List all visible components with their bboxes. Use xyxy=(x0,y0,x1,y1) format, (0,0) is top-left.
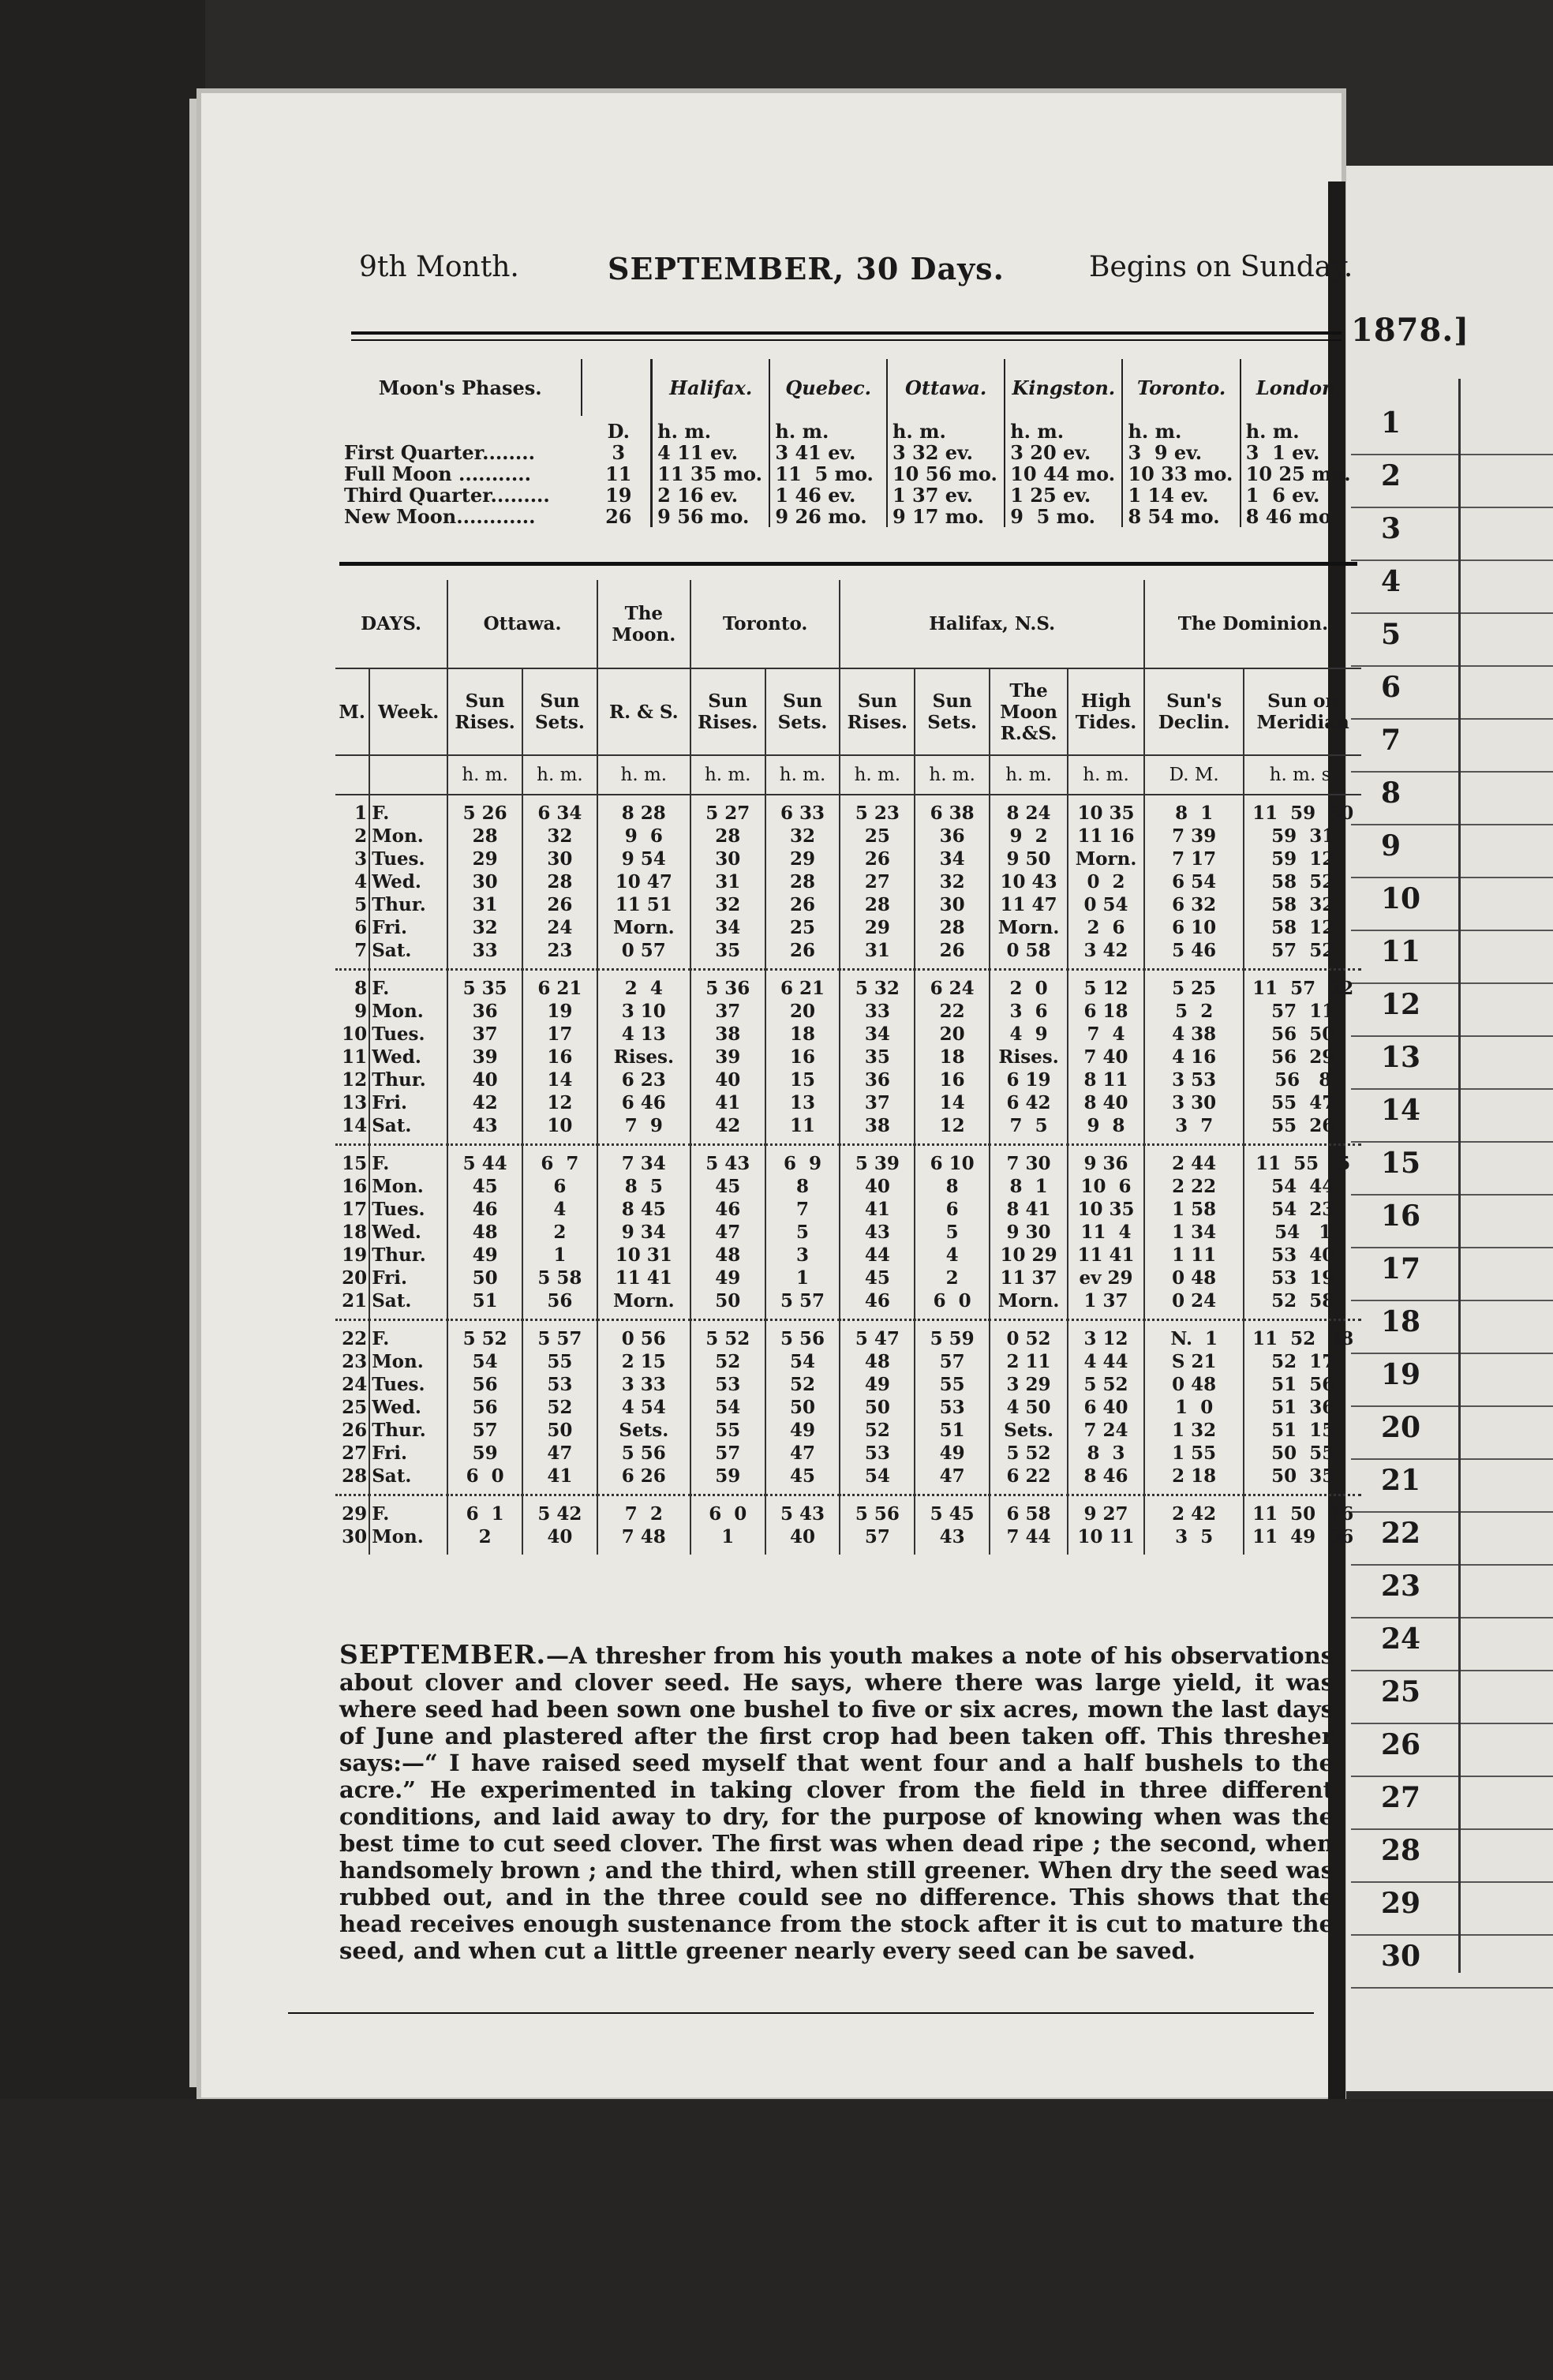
phase-time: 10 56 mo. xyxy=(892,462,997,485)
facing-row-line xyxy=(1351,1670,1553,1671)
column-header: High Tides. xyxy=(1068,668,1144,755)
column-header: The Moon R.&S. xyxy=(990,668,1068,755)
city-quebec: Quebec. xyxy=(769,359,887,416)
cell-m: 8 9 10 11 12 13 14 xyxy=(335,970,369,1145)
city-kingston: Kingston. xyxy=(1005,359,1122,416)
page-title: SEPTEMBER, 30 Days. xyxy=(608,251,1005,286)
cell-hal-set: 6 10 8 6 5 4 2 6 0 xyxy=(915,1145,990,1320)
moon-phases-table xyxy=(339,359,1357,527)
phase-time: 3 32 ev. xyxy=(892,441,973,464)
phase-time: 3 9 ev. xyxy=(1128,441,1203,464)
phase-times-london: h. m. 3 1 ev. 10 25 mo. 1 6 ev. 8 46 mo. xyxy=(1241,416,1357,527)
column-unit: D. M. xyxy=(1144,755,1244,795)
phase-time: 1 37 ev. xyxy=(892,484,973,507)
cell-week: F. Mon. xyxy=(369,1495,447,1555)
column-unit: h. m. xyxy=(597,755,690,795)
phase-time: 10 33 mo. xyxy=(1128,462,1233,485)
facing-row-line xyxy=(1351,1776,1553,1777)
cell-tor-set: 5 56 54 52 50 49 47 45 xyxy=(765,1320,840,1495)
facing-row-line xyxy=(1351,1194,1553,1196)
cell-ott-rise: 6 1 2 xyxy=(447,1495,522,1555)
cell-moon: 2 4 3 10 4 13 Rises. 6 23 6 46 7 9 xyxy=(597,970,690,1145)
facing-row-line xyxy=(1351,559,1553,561)
cell-tor-rise: 5 43 45 46 47 48 49 50 xyxy=(690,1145,765,1320)
column-header: Sun on Meridian xyxy=(1256,690,1349,733)
phase-time: 11 5 mo. xyxy=(775,462,874,485)
cell-hal-set: 5 59 57 55 53 51 49 47 xyxy=(915,1320,990,1495)
column-header: Sun Rises. xyxy=(447,668,522,755)
cell-ott-set: 6 34 32 30 28 26 24 23 xyxy=(522,795,597,970)
column-unit: h. m. xyxy=(915,755,990,795)
facing-row-number: 1 xyxy=(1381,406,1401,440)
week-block xyxy=(335,795,1361,970)
phase-name: Third Quarter......... xyxy=(344,484,550,507)
facing-row-number: 10 xyxy=(1381,882,1421,915)
facing-row-number: 27 xyxy=(1381,1781,1421,1814)
facing-row-line xyxy=(1351,1617,1553,1618)
week-block xyxy=(335,1145,1361,1320)
cell-ott-set: 6 7 6 4 2 1 5 58 56 xyxy=(522,1145,597,1320)
footer-rule xyxy=(288,2012,1314,2014)
note-lead: SEPTEMBER. xyxy=(339,1639,546,1670)
column-unit: h. m. xyxy=(1068,755,1144,795)
group-dominion: The Dominion. xyxy=(1177,613,1329,634)
cell-tor-set: 6 21 20 18 16 15 13 11 xyxy=(765,970,840,1145)
cell-tor-rise: 6 0 1 xyxy=(690,1495,765,1555)
cell-moon: 8 28 9 6 9 54 10 47 11 51 Morn. 0 57 xyxy=(597,795,690,970)
phase-time: 10 44 mo. xyxy=(1010,462,1116,485)
facing-page-rule xyxy=(1458,379,1461,1973)
phase-times-ottawa: h. m. 3 32 ev. 10 56 mo. 1 37 ev. 9 17 mo. xyxy=(887,416,1005,527)
facing-row-line xyxy=(1351,982,1553,984)
phase-names xyxy=(339,416,582,527)
facing-row-line xyxy=(1351,1035,1553,1037)
header-rule xyxy=(351,331,1342,335)
cell-moon: 7 34 8 5 8 45 9 34 10 31 11 41 Morn. xyxy=(597,1145,690,1320)
facing-row-line xyxy=(1351,665,1553,667)
september-note xyxy=(339,1641,1334,1964)
group-ottawa: Ottawa. xyxy=(447,580,597,668)
cell-hal-set: 6 24 22 20 18 16 14 12 xyxy=(915,970,990,1145)
cell-ott-rise: 5 26 28 29 30 31 32 33 xyxy=(447,795,522,970)
cell-hal-moon: 7 30 8 1 8 41 9 30 10 29 11 37 Morn. xyxy=(990,1145,1068,1320)
cell-tor-set: 6 33 32 29 28 26 25 26 xyxy=(765,795,840,970)
week-block xyxy=(335,1320,1361,1495)
cell-week: F. Mon. Tues. Wed. Thur. Fri. Sat. xyxy=(369,1145,447,1320)
cell-decl: 8 1 7 39 7 17 6 54 6 32 6 10 5 46 xyxy=(1144,795,1244,970)
cell-hal-rise: 5 23 25 26 27 28 29 31 xyxy=(840,795,915,970)
cell-ott-set: 5 57 55 53 52 50 47 41 xyxy=(522,1320,597,1495)
year-label: 1878.] xyxy=(1351,312,1470,349)
week-block xyxy=(335,1495,1361,1555)
cell-week: F. Mon. Tues. Wed. Thur. Fri. Sat. xyxy=(369,970,447,1145)
column-header: Sun Sets. xyxy=(522,668,597,755)
phase-time: 9 56 mo. xyxy=(657,505,750,528)
phase-time: 8 46 mo. xyxy=(1245,505,1338,528)
facing-row-number: 12 xyxy=(1381,988,1421,1021)
daily-almanac-table xyxy=(335,580,1361,1555)
cell-meridian: 11 52 38 52 17 51 56 51 36 51 15 50 55 50 35 xyxy=(1252,1328,1354,1487)
moon-phases-title: Moon's Phases. xyxy=(339,359,582,416)
phase-time: 2 16 ev. xyxy=(657,484,739,507)
facing-row-number: 13 xyxy=(1381,1041,1421,1074)
facing-row-number: 30 xyxy=(1381,1940,1421,1973)
cell-ott-rise: 5 44 45 46 48 49 50 51 xyxy=(447,1145,522,1320)
facing-row-line xyxy=(1351,1405,1553,1407)
facing-row-number: 21 xyxy=(1381,1464,1421,1497)
facing-row-line xyxy=(1351,1934,1553,1936)
facing-row-line xyxy=(1351,507,1553,508)
facing-row-line xyxy=(1351,1987,1553,1989)
header-rule-thin xyxy=(351,339,1342,341)
cell-ott-rise: 5 52 54 56 56 57 59 6 0 xyxy=(447,1320,522,1495)
cell-tor-set: 5 43 40 xyxy=(765,1495,840,1555)
facing-row-number: 6 xyxy=(1381,671,1401,704)
facing-row-line xyxy=(1351,1088,1553,1090)
cell-tor-rise: 5 27 28 30 31 32 34 35 xyxy=(690,795,765,970)
table-rule xyxy=(339,562,1357,566)
column-header: M. xyxy=(335,668,369,755)
phase-day: 3 xyxy=(612,441,626,464)
cell-m: 15 16 17 18 19 20 21 xyxy=(335,1145,369,1320)
facing-row-number: 7 xyxy=(1381,724,1401,757)
column-header: Sun's Declin. xyxy=(1144,668,1244,755)
bottom-shadow xyxy=(0,2099,1553,2380)
cell-m: 29 30 xyxy=(335,1495,369,1555)
cell-hal-moon: 6 58 7 44 xyxy=(990,1495,1068,1555)
facing-row-line xyxy=(1351,1300,1553,1301)
cell-hal-set: 5 45 43 xyxy=(915,1495,990,1555)
facing-row-number: 15 xyxy=(1381,1147,1421,1180)
cell-ott-set: 6 21 19 17 16 14 12 10 xyxy=(522,970,597,1145)
facing-row-line xyxy=(1351,1353,1553,1354)
phase-time: 1 6 ev. xyxy=(1245,484,1320,507)
phase-name: Full Moon ........... xyxy=(344,462,531,485)
facing-row-line xyxy=(1351,718,1553,720)
phase-times-kingston: h. m. 3 20 ev. 10 44 mo. 1 25 ev. 9 5 mo. xyxy=(1005,416,1122,527)
cell-meridian: 11 55 5 54 44 54 23 54 1 53 40 53 19 52 58 xyxy=(1255,1153,1351,1312)
column-unit xyxy=(335,755,369,795)
facing-row-number: 24 xyxy=(1381,1622,1421,1656)
phase-times-toronto: h. m. 3 9 ev. 10 33 mo. 1 14 ev. 8 54 mo. xyxy=(1122,416,1240,527)
cell-week: F. Mon. Tues. Wed. Thur. Fri. Sat. xyxy=(369,795,447,970)
cell-moon: 0 56 2 15 3 33 4 54 Sets. 5 56 6 26 xyxy=(597,1320,690,1495)
column-header: Sun Sets. xyxy=(765,668,840,755)
column-unit: h. m. xyxy=(765,755,840,795)
phase-days: D. 3 11 19 26 xyxy=(582,416,651,527)
facing-row-number: 4 xyxy=(1381,565,1401,598)
facing-row-line xyxy=(1351,1458,1553,1460)
facing-row-number: 25 xyxy=(1381,1675,1421,1708)
facing-row-line xyxy=(1351,1247,1553,1248)
facing-row-number: 14 xyxy=(1381,1094,1421,1127)
column-unit: h. m. xyxy=(522,755,597,795)
facing-row-line xyxy=(1351,1511,1553,1513)
column-unit: h. m. xyxy=(690,755,765,795)
column-unit: h. m. s. xyxy=(1269,765,1337,785)
cell-hal-moon: 8 24 9 2 9 50 10 43 11 47 Morn. 0 58 xyxy=(990,795,1068,970)
column-unit xyxy=(369,755,447,795)
facing-row-number: 18 xyxy=(1381,1305,1421,1338)
phase-name: New Moon............ xyxy=(344,505,536,528)
phase-times-halifax: h. m. 4 11 ev. 11 35 mo. 2 16 ev. 9 56 mo. xyxy=(652,416,770,527)
phase-time: 9 26 mo. xyxy=(775,505,867,528)
cell-hal-rise: 5 39 40 41 43 44 45 46 xyxy=(840,1145,915,1320)
dark-background xyxy=(0,0,205,2380)
phase-time: 1 14 ev. xyxy=(1128,484,1209,507)
cell-hal-moon: 0 52 2 11 3 29 4 50 Sets. 5 52 6 22 xyxy=(990,1320,1068,1495)
facing-row-number: 9 xyxy=(1381,829,1401,863)
phase-time: 3 20 ev. xyxy=(1010,441,1091,464)
city-halifax: Halifax. xyxy=(652,359,770,416)
facing-row-number: 17 xyxy=(1381,1252,1421,1285)
cell-tides: 10 35 11 16 Morn. 0 2 0 54 2 6 3 42 xyxy=(1068,795,1144,970)
facing-row-line xyxy=(1351,1723,1553,1724)
phase-time: 3 1 ev. xyxy=(1245,441,1320,464)
facing-row-line xyxy=(1351,1881,1553,1883)
phase-name: First Quarter........ xyxy=(344,441,535,464)
facing-row-number: 3 xyxy=(1381,512,1401,545)
facing-row-line xyxy=(1351,612,1553,614)
facing-row-line xyxy=(1351,877,1553,878)
cell-meridian: 11 50 16 11 49 56 xyxy=(1252,1503,1354,1547)
facing-row-number: 28 xyxy=(1381,1834,1421,1867)
column-unit: h. m. xyxy=(990,755,1068,795)
facing-row-line xyxy=(1351,824,1553,825)
group-days: DAYS. xyxy=(335,580,447,668)
facing-row-line xyxy=(1351,1564,1553,1566)
cell-meridian: 11 57 32 57 11 56 50 56 29 56 8 55 47 55 26 xyxy=(1252,978,1354,1136)
phase-time: 1 46 ev. xyxy=(775,484,856,507)
cell-m: 22 23 24 25 26 27 28 xyxy=(335,1320,369,1495)
city-toronto: Toronto. xyxy=(1122,359,1240,416)
facing-row-line xyxy=(1351,1828,1553,1830)
phase-day: 26 xyxy=(605,505,632,528)
phase-times-quebec: h. m. 3 41 ev. 11 5 mo. 1 46 ev. 9 26 mo. xyxy=(769,416,887,527)
facing-row-number: 2 xyxy=(1381,459,1401,492)
facing-row-number: 23 xyxy=(1381,1570,1421,1603)
cell-decl: 5 25 5 2 4 38 4 16 3 53 3 30 3 7 xyxy=(1144,970,1244,1145)
facing-row-line xyxy=(1351,1141,1553,1143)
cell-tor-set: 6 9 8 7 5 3 1 5 57 xyxy=(765,1145,840,1320)
phase-time: 8 54 mo. xyxy=(1128,505,1220,528)
column-header: R. & S. xyxy=(597,668,690,755)
group-halifax: Halifax, N.S. xyxy=(840,580,1144,668)
cell-week: F. Mon. Tues. Wed. Thur. Fri. Sat. xyxy=(369,1320,447,1495)
week-block xyxy=(335,970,1361,1145)
cell-tor-rise: 5 52 52 53 54 55 57 59 xyxy=(690,1320,765,1495)
cell-decl: 2 42 3 5 xyxy=(1144,1495,1244,1555)
facing-row-number: 22 xyxy=(1381,1517,1421,1550)
phase-time: 10 25 mo. xyxy=(1245,462,1351,485)
city-ottawa: Ottawa. xyxy=(887,359,1005,416)
cell-decl: 2 44 2 22 1 58 1 34 1 11 0 48 0 24 xyxy=(1144,1145,1244,1320)
column-header: Sun Rises. xyxy=(690,668,765,755)
facing-row-number: 11 xyxy=(1381,935,1421,968)
note-text: —A thresher from his youth makes a note of his observations about clover and clover seed. He says, where there was large yield, it was where seed had been sown one bushel to five or six acres, mown the last days of June and plastered after the first crop had been taken off. This thresher says:—“ I have raised seed myself that went four and a half bushels to the acre.” He experimented in taking clover from the field in three different conditions, and laid away to dry, for the purpose of knowing when was the best time to cut seed clover. The first was when dead ripe ; the second, when handsomely brown ; and the third, when still greener. When dry the seed was rubbed out, and in the three could see no difference. This shows that the head receives enough sustenance from the stock after it is cut to mature the seed, and when cut a little greener nearly every seed can be saved. xyxy=(339,1642,1334,1964)
cell-hal-set: 6 38 36 34 32 30 28 26 xyxy=(915,795,990,970)
facing-row-number: 29 xyxy=(1381,1887,1421,1920)
cell-ott-set: 5 42 40 xyxy=(522,1495,597,1555)
facing-row-number: 5 xyxy=(1381,618,1401,651)
cell-decl: N. 1 S 21 0 48 1 0 1 32 1 55 2 18 xyxy=(1144,1320,1244,1495)
cell-hal-moon: 2 0 3 6 4 9 Rises. 6 19 6 42 7 5 xyxy=(990,970,1068,1145)
column-unit: h. m. xyxy=(447,755,522,795)
city-london: London. xyxy=(1255,376,1342,399)
phase-time: 9 17 mo. xyxy=(892,505,985,528)
cell-tides: 3 12 4 44 5 52 6 40 7 24 8 3 8 46 xyxy=(1068,1320,1144,1495)
cell-tides: 5 12 6 18 7 4 7 40 8 11 8 40 9 8 xyxy=(1068,970,1144,1145)
phase-time: 1 25 ev. xyxy=(1010,484,1091,507)
facing-row-number: 26 xyxy=(1381,1728,1421,1761)
facing-row-number: 19 xyxy=(1381,1358,1421,1391)
column-header: Sun Rises. xyxy=(840,668,915,755)
facing-row-number: 20 xyxy=(1381,1411,1421,1444)
group-moon: The Moon. xyxy=(597,580,690,668)
begins-label: Begins on Sunday. xyxy=(1089,251,1353,283)
phase-day: 11 xyxy=(605,462,632,485)
cell-tides: 9 36 10 6 10 35 11 4 11 41 ev 29 1 37 xyxy=(1068,1145,1144,1320)
cell-tor-rise: 5 36 37 38 39 40 41 42 xyxy=(690,970,765,1145)
phase-time: 11 35 mo. xyxy=(657,462,762,485)
cell-hal-rise: 5 47 48 49 50 52 53 54 xyxy=(840,1320,915,1495)
column-header: Week. xyxy=(369,668,447,755)
facing-row-line xyxy=(1351,771,1553,773)
cell-m: 1 2 3 4 5 6 7 xyxy=(335,795,369,970)
phase-time: 9 5 mo. xyxy=(1010,505,1096,528)
facing-row-line xyxy=(1351,930,1553,931)
month-label: 9th Month. xyxy=(359,251,519,283)
cell-hal-rise: 5 56 57 xyxy=(840,1495,915,1555)
cell-moon: 7 2 7 48 xyxy=(597,1495,690,1555)
cell-tides: 9 27 10 11 xyxy=(1068,1495,1144,1555)
phase-day: 19 xyxy=(605,484,632,507)
facing-row-line xyxy=(1351,454,1553,455)
cell-hal-rise: 5 32 33 34 35 36 37 38 xyxy=(840,970,915,1145)
cell-meridian: 11 59 50 59 31 59 12 58 52 58 32 58 12 57 52 xyxy=(1252,803,1354,961)
column-unit: h. m. xyxy=(840,755,915,795)
cell-ott-rise: 5 35 36 37 39 40 42 43 xyxy=(447,970,522,1145)
column-header: Sun Sets. xyxy=(915,668,990,755)
group-toronto: Toronto. xyxy=(690,580,840,668)
facing-row-number: 8 xyxy=(1381,776,1401,810)
facing-row-number: 16 xyxy=(1381,1199,1421,1233)
phase-time: 4 11 ev. xyxy=(657,441,739,464)
phase-time: 3 41 ev. xyxy=(775,441,856,464)
